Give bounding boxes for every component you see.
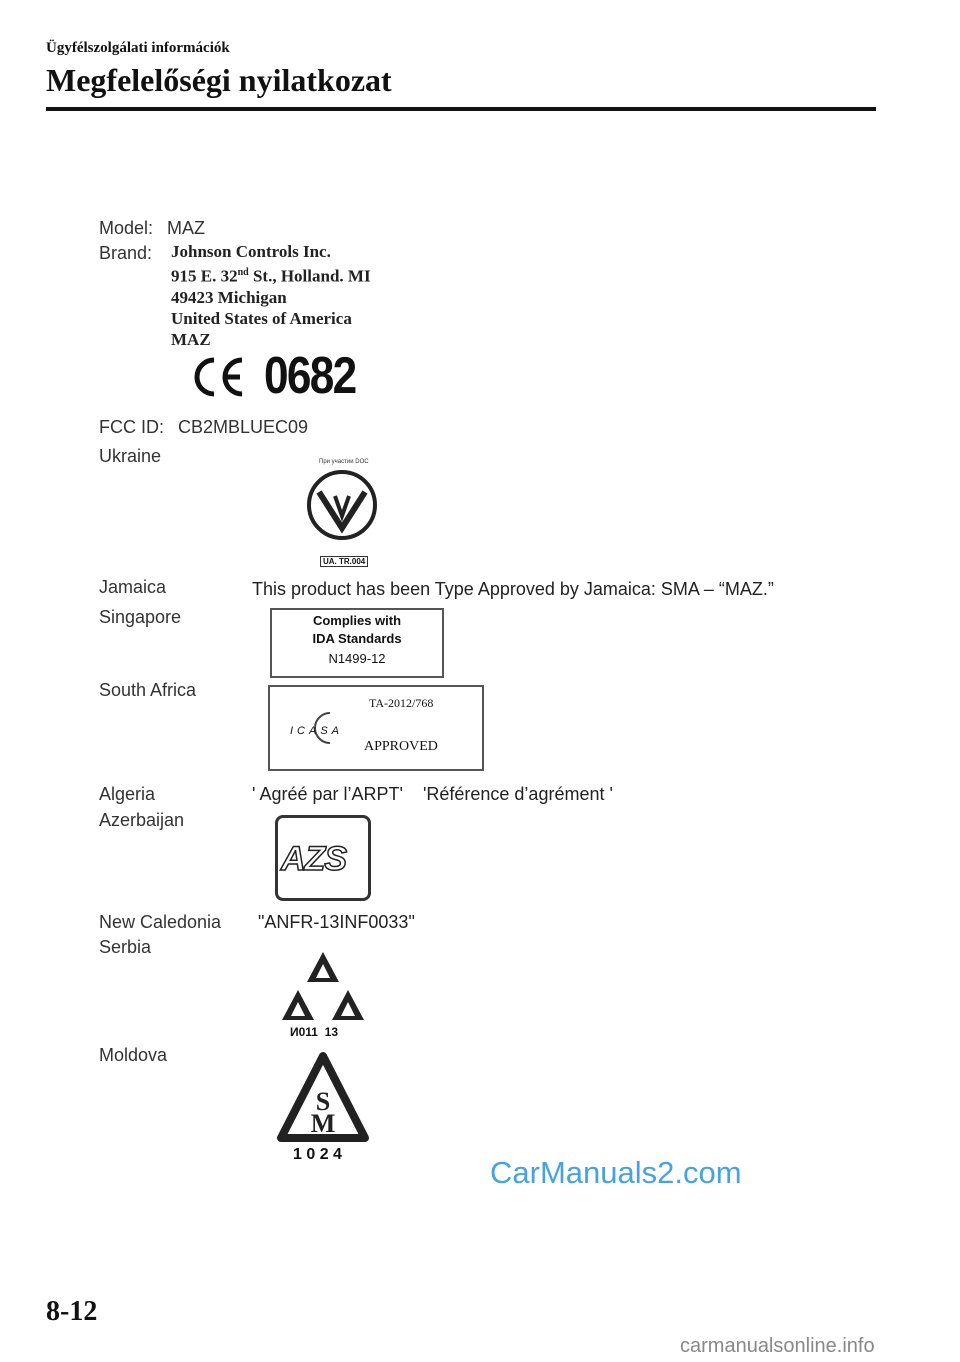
algeria-text: ' Agréé par l’ARPT' 'Référence d’agrément ' (252, 784, 613, 804)
jamaica-text: This product has been Type Approved by Jamaica: SMA – “MAZ.” (252, 579, 774, 599)
south-africa-box (268, 685, 484, 771)
south-africa-label: South Africa (99, 680, 197, 700)
ce-logo (188, 352, 248, 402)
serbia-mark (278, 950, 368, 1031)
singapore-box (270, 608, 444, 678)
fcc-id: CB2MBLUEC09 (178, 417, 309, 437)
ukraine-mark (305, 468, 379, 549)
serbia-label: Serbia (99, 937, 152, 957)
model-value: MAZ (167, 218, 205, 238)
serbia-code: И011 13 (290, 1025, 338, 1039)
south-africa-ref: TA-2012/768 (369, 696, 434, 710)
ukraine-conformity-icon (305, 468, 379, 544)
watermark-carmanuals2: CarManuals2.com (490, 1155, 742, 1190)
moldova-sm-icon (275, 1050, 371, 1146)
svg-text:M: M (310, 1109, 336, 1138)
model-label: Model: (99, 218, 154, 238)
brand-company: Johnson Controls Inc. (171, 242, 331, 261)
watermark-carmanualsonline: carmanualsonline.info (680, 1335, 875, 1357)
svg-text:S: S (315, 1087, 331, 1116)
singapore-line3: N1499-12 (328, 651, 386, 666)
new-caledonia-label: New Caledonia (99, 912, 222, 932)
brand-country: United States of America (171, 308, 352, 328)
singapore-line1: Complies with (312, 613, 402, 628)
jamaica-label: Jamaica (99, 577, 167, 597)
icasa-logo-text: ICASA (290, 725, 344, 737)
ce-mark (188, 352, 248, 407)
page-title: Megfelelőségi nyilatkozat (46, 62, 392, 98)
brand-model: MAZ (171, 329, 211, 349)
ukraine-caption: При участии DOC (319, 459, 369, 465)
azs-logo (275, 815, 371, 901)
south-africa-status: APPROVED (364, 739, 438, 754)
ce-number: 0682 (264, 347, 356, 405)
ukraine-label: Ukraine (99, 446, 162, 466)
brand-zip: 49423 Michigan (171, 287, 287, 307)
moldova-code: 1 0 2 4 (293, 1146, 342, 1163)
serbia-triangles-icon (278, 950, 368, 1026)
brand-block (171, 241, 371, 350)
singapore-label: Singapore (99, 607, 182, 627)
page-number: 8-12 (46, 1296, 98, 1327)
singapore-line2: IDA Standards (312, 631, 402, 646)
section-title: Ügyfélszolgálati információk (46, 40, 230, 56)
title-rule (46, 107, 876, 111)
new-caledonia-text: "ANFR-13INF0033" (258, 912, 415, 932)
moldova-mark (275, 1050, 371, 1151)
azs-logo-text: AZS (281, 840, 346, 878)
brand-label: Brand: (99, 243, 153, 263)
fcc-label: FCC ID: (99, 417, 164, 437)
brand-street: 915 E. 32nd St., Holland. MI (171, 266, 371, 286)
ukraine-code: UA. TR.004 (320, 556, 368, 567)
algeria-label: Algeria (99, 784, 156, 804)
moldova-label: Moldova (99, 1045, 168, 1065)
azerbaijan-label: Azerbaijan (99, 810, 185, 830)
